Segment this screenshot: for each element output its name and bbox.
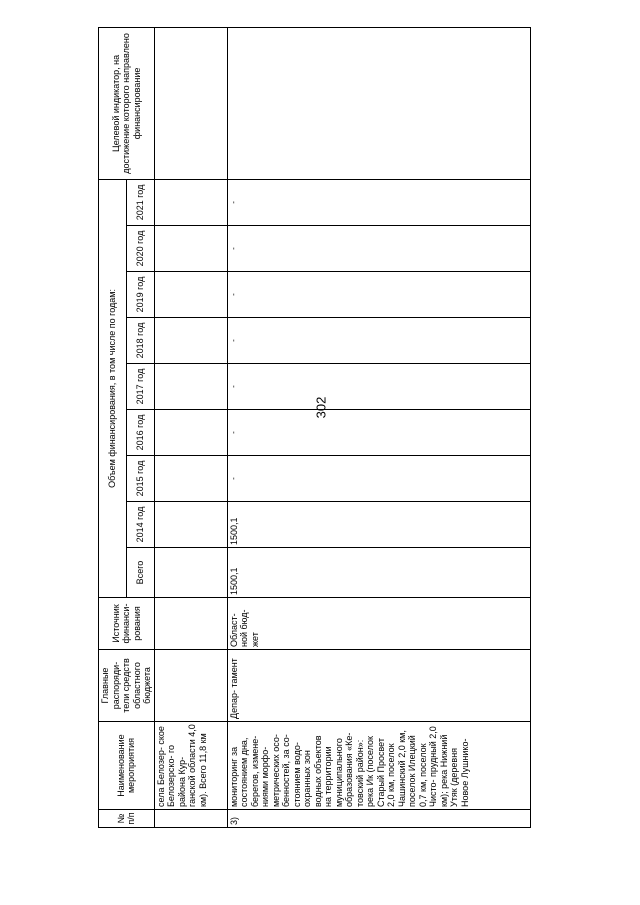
- header-year-2018: 2018 год: [126, 318, 154, 364]
- dash-mark: -: [228, 339, 238, 342]
- header-year-2014: 2014 год: [126, 502, 154, 548]
- row3-num: 3): [227, 810, 530, 828]
- dash-mark: -: [228, 431, 238, 434]
- row3-name: мониторинг за состоянием дна, берегов, измене- ниями морфо- метрических осо- бенностей, за со- стоянием водо- охранных зон водных объектов на территории муниципального образования «Ке- товский район»: река Ик (поселок Старый Просвет 2,0 км, поселок Чашинский 2,0 км, поселок Илецкий 0,7 км, поселок Чисто- прудный 2,0 км); река Нижний Утяк (деревня Новое Лушнико-: [227, 722, 530, 810]
- header-year-2019: 2019 год: [126, 272, 154, 318]
- financing-table: [98, 27, 531, 828]
- row3-source: Област- ной бюд- жет: [227, 598, 530, 650]
- page-number: 302: [313, 396, 329, 419]
- row3-total: 1500,1: [227, 548, 530, 598]
- dash-mark: -: [228, 247, 238, 250]
- dash-mark: -: [228, 477, 238, 480]
- row3-manager: Депар- тамент: [227, 650, 530, 722]
- header-volume: Объем финансирования, в том числе по годам:: [99, 179, 127, 597]
- header-year-2020: 2020 год: [126, 226, 154, 272]
- header-name: Наименование мероприятия: [99, 722, 155, 810]
- header-year-2017: 2017 год: [126, 364, 154, 410]
- header-total: Всего: [126, 548, 154, 598]
- header-source: Источник финанси- рования: [99, 598, 155, 650]
- dash-mark: -: [228, 293, 238, 296]
- dash-mark: -: [228, 385, 238, 388]
- table-row: [227, 27, 530, 827]
- rotated-table-sheet: [98, 28, 618, 828]
- dash-mark: -: [228, 201, 238, 204]
- header-target: Целевой индикатор, на достижение которого направлено финансирование: [99, 27, 155, 179]
- row-prev-name: села Белозер- ское Белозерско- го района Кур- ганской области 4,0 км). Всего 11,8 км: [154, 722, 227, 810]
- header-year-2015: 2015 год: [126, 456, 154, 502]
- header-managers: Главные распоряди- тели средств областного бюджета: [99, 650, 155, 722]
- header-year-2021: 2021 год: [126, 179, 154, 225]
- header-year-2016: 2016 год: [126, 410, 154, 456]
- header-num: № п/п: [99, 810, 155, 828]
- row3-2014: 1500,1: [227, 502, 530, 548]
- table-row: [154, 27, 227, 827]
